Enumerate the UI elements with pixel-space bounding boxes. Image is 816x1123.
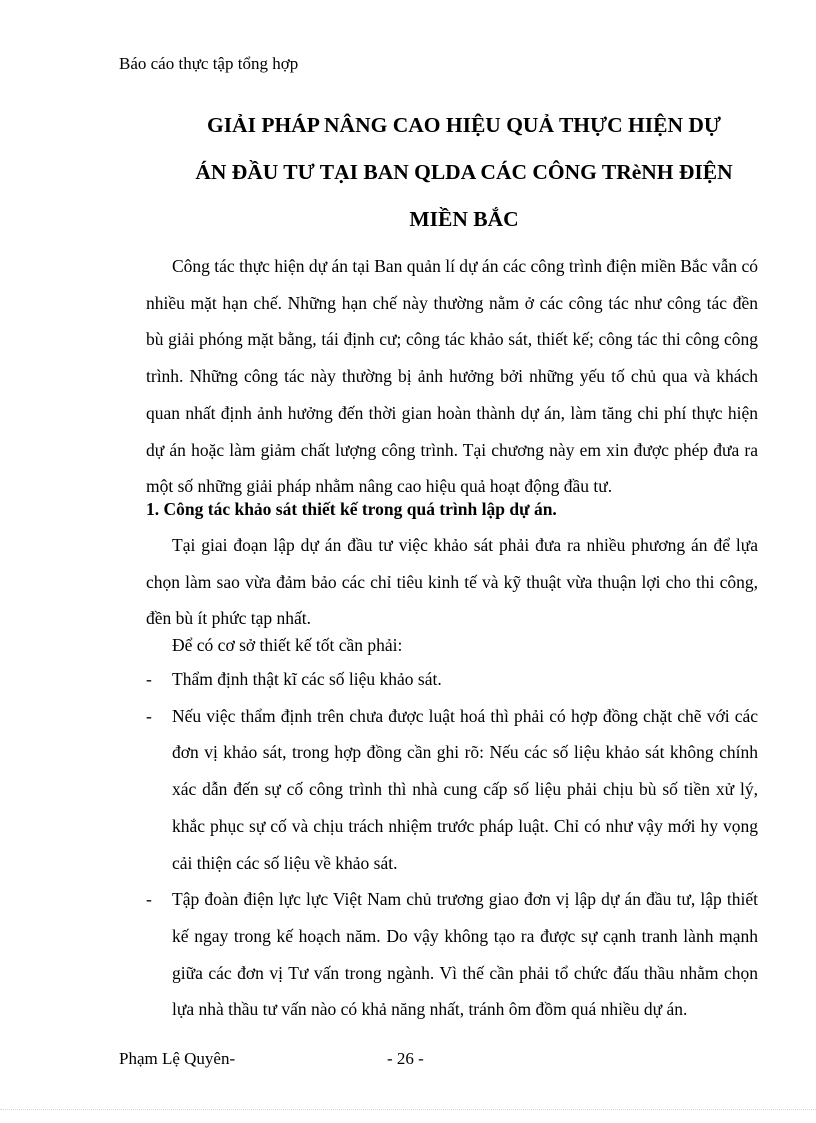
dash-bullet: - — [146, 889, 152, 910]
list-item — [146, 881, 758, 1028]
dash-bullet: - — [146, 669, 152, 689]
page-bottom-rule — [0, 1109, 816, 1110]
section-paragraph: Tại giai đoạn lập dự án đầu tư việc khảo sát phải đưa ra nhiều phương án để lựa chọn làm sao vừa đảm bảo các chỉ tiêu kinh tế và kỹ thuật vừa thuận lợi cho thi công, đền bù ít phức tạp nhất. — [146, 535, 758, 629]
title-line-1: GIẢI PHÁP NÂNG CAO HIỆU QUẢ THỰC HIỆN DỰ — [206, 113, 722, 137]
list-item — [146, 698, 758, 882]
intro-paragraph: Công tác thực hiện dự án tại Ban quản lí dự án các công trình điện miền Bắc vẫn có nhiều mặt hạn chế. Những hạn chế này thường nằm ở các công tác như công tác đền bù giải phóng mặt bằng, tái định cư; công tác khảo sát, thiết kế; công tác thi công công trình. Những công tác này thường bị ảnh hưởng bởi những yếu tố chủ qua và khách quan nhất định ảnh hưởng đến thời gian hoàn thành dự án, làm tăng chi phí thực hiện dự án hoặc làm giảm chất lượng công trình. Tại chương này em xin được phép đưa ra một số những giải pháp nhằm nâng cao hiệu quả hoạt động đầu tư. — [146, 256, 758, 497]
section-heading: 1. Công tác khảo sát thiết kế trong quá trình lập dự án. — [146, 499, 557, 519]
dash-bullet: - — [146, 705, 152, 726]
requirements-list — [146, 661, 758, 1028]
title-line-3: MIỀN BẮC — [409, 207, 519, 231]
document-title — [150, 102, 778, 243]
list-item-text: Nếu việc thẩm định trên chưa được luật hoá thì phải có hợp đồng chặt chẽ với các đơn vị khảo sát, trong hợp đồng cần ghi rõ: Nếu các số liệu khảo sát không chính xác dẫn đến sự cố công trình thì nhà cung cấp số liệu phải chịu bù số tiền xử lý, khắc phục sự cố và chịu trách nhiệm trước pháp luật. Chỉ có như vậy mới hy vọng cải thiện các số liệu về khảo sát. — [172, 705, 758, 873]
page-header: Báo cáo thực tập tổng hợp — [119, 54, 299, 73]
title-line-2: ÁN ĐẦU TƯ TẠI BAN QLDA CÁC CÔNG TRèNH ĐIỆN — [195, 160, 733, 184]
page-number: - 26 - — [387, 1049, 424, 1068]
list-item-text: Tập đoàn điện lực lực Việt Nam chủ trương giao đơn vị lập dự án đầu tư, lập thiết kế ngay trong kế hoạch năm. Do vậy không tạo ra được sự cạnh tranh lành mạnh giữa các đơn vị Tư vấn trong ngành. Vì thế cần phải tổ chức đấu thầu nhằm chọn lựa nhà thầu tư vấn nào có khả năng nhất, tránh ôm đồm quá nhiều dự án. — [172, 889, 758, 1020]
list-lead-in: Để có cơ sở thiết kế tốt cần phải: — [172, 635, 403, 655]
footer-author: Phạm Lệ Quyên- — [119, 1049, 236, 1068]
list-item-text: Thẩm định thật kĩ các số liệu khảo sát. — [172, 669, 442, 689]
list-item — [146, 661, 758, 698]
